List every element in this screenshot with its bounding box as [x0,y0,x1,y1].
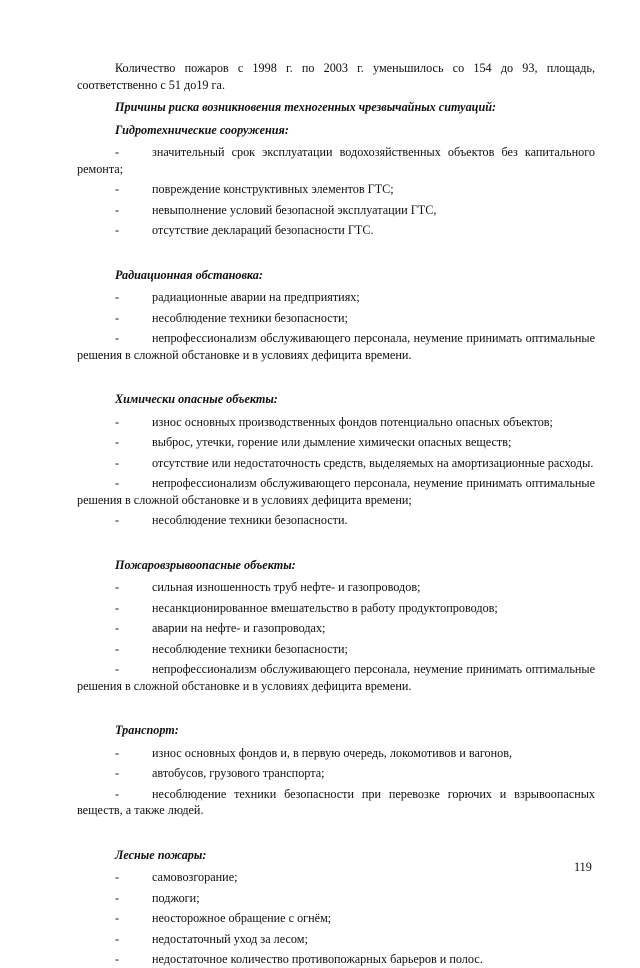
section-fire-explosive [77,557,595,695]
section-title: Транспорт: [115,723,179,737]
document-page [77,60,595,968]
list-item: - радиационные аварии на предприятиях; [115,290,360,304]
list-item: - невыполнение условий безопасной эксплуатации ГТС, [115,202,437,217]
list-item: - несоблюдение техники безопасности. [115,513,348,527]
section-forest-fires [77,847,595,968]
section-title: Лесные пожары: [115,847,207,862]
list-item: - непрофессионализм обслуживающего персонала, неумение принимать оптимальные решения в сложной обстановке и в условиях дефицита времени; [77,476,595,507]
section-transport [77,722,595,819]
list-item: - отсутствие или недостаточность средств, выделяемых на амортизационные расходы. [115,455,594,470]
list-item: - значительный срок эксплуатации водохозяйственных объектов без капитального ремонта; [77,145,595,176]
list-item: - поджоги; [115,890,200,905]
section-title: Пожаровзрывоопасные объекты: [115,557,296,572]
list-item: - недостаточное количество противопожарных барьеров и полос. [115,952,483,966]
list-item: - выброс, утечки, горение или дымление химически опасных веществ; [115,435,512,449]
list-item: - самовозгорание; [115,870,238,884]
main-heading: Причины риска возникновения техногенных чрезвычайных ситуаций: [115,100,497,114]
list-item: - несоблюдение техники безопасности при перевозке горючих и взрывоопасных веществ, а также людей. [77,786,595,817]
list-item: - несоблюдение техники безопасности; [115,641,348,656]
section-radiation [77,267,595,364]
list-item: - аварии на нефте- и газопроводах; [115,621,326,635]
list-item: - износ основных фондов и, в первую очередь, локомотивов и вагонов, [115,745,513,760]
list-item: - автобусов, грузового транспорта; [115,766,325,780]
list-item: - сильная изношенность труб нефте- и газопроводов; [115,580,421,594]
list-item: - отсутствие деклараций безопасности ГТС. [115,223,374,237]
section-title: Химически опасные объекты: [115,392,278,406]
page-number: 119 [574,860,592,874]
list-item: - недостаточный уход за лесом; [115,931,308,946]
section-hydro [77,122,595,239]
list-item: - непрофессионализм обслуживающего персонала, неумение принимать оптимальные решения в сложной обстановке и в условиях дефицита времени. [77,662,595,693]
list-item: - несанкционированное вмешательство в работу продуктопроводов; [115,600,498,615]
list-item: - неосторожное обращение с огнём; [115,911,332,925]
section-chemical [77,391,595,529]
list-item: - несоблюдение техники безопасности; [115,310,348,325]
list-item: - износ основных производственных фондов потенциально опасных объектов; [115,414,553,429]
list-item: - повреждение конструктивных элементов ГТС; [115,182,394,196]
list-item: - непрофессионализм обслуживающего персонала, неумение принимать оптимальные решения в сложной обстановке и в условиях дефицита времени. [77,331,595,362]
intro-paragraph: Количество пожаров с 1998 г. по 2003 г. уменьшилось со 154 до 93, площадь, соответственно с 51 до19 га. [77,61,595,92]
section-title: Гидротехнические сооружения: [115,122,289,137]
section-title: Радиационная обстановка: [115,267,263,282]
